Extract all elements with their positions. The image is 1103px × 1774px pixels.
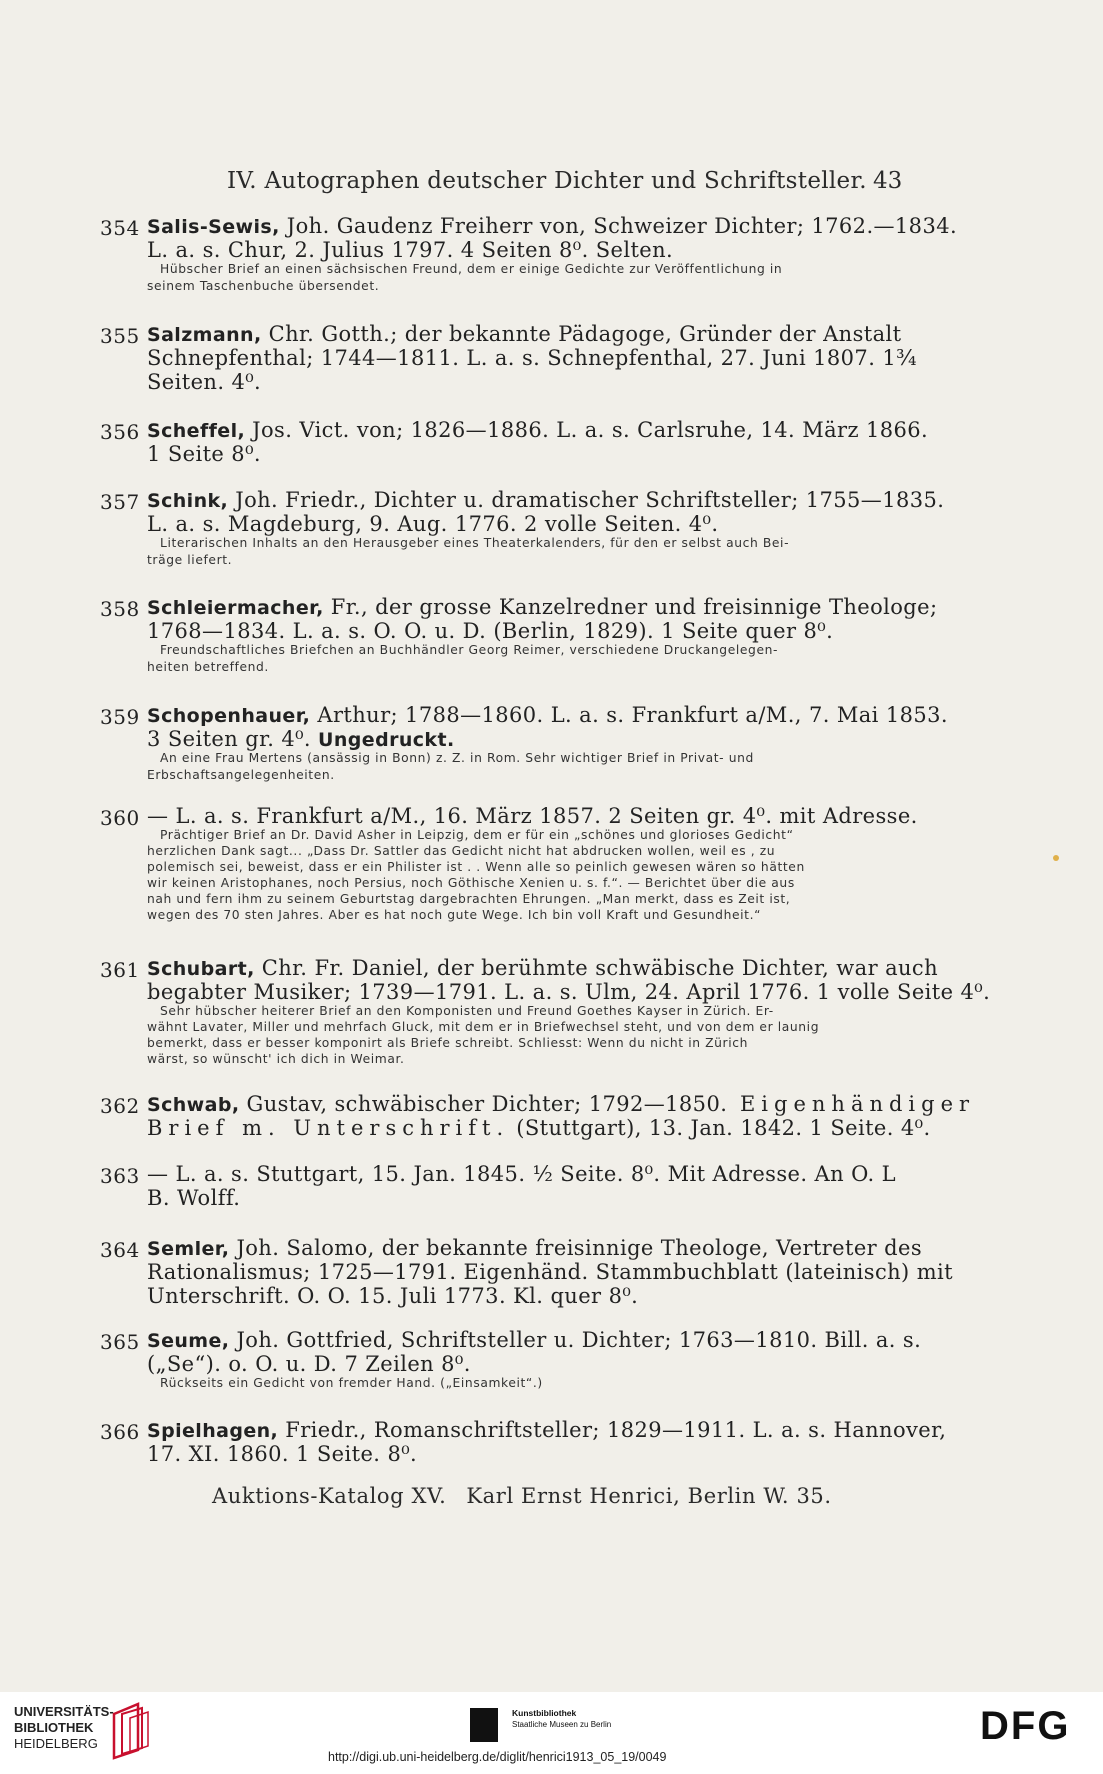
digitization-footer-bar [0, 1692, 1103, 1774]
entry-note: Freundschaftliches Briefchen an Buchhändler Georg Reimer, verschiedene Druckangelegen- [160, 643, 779, 657]
entry-line: 1 Seite 8⁰. [147, 442, 261, 466]
entry-note: Literarischen Inhalts an den Herausgeber eines Theaterkalenders, für den er selbst auch Bei- [160, 536, 790, 550]
catalog-title: Auktions-Katalog XV. [212, 1484, 447, 1508]
entry-line: Schnepfenthal; 1744—1811. L. a. s. Schnepfenthal, 27. Juni 1807. 1¾ [147, 346, 917, 370]
entry-number: 356 [100, 420, 140, 444]
entry-number: 354 [100, 216, 140, 240]
entry-number: 363 [100, 1164, 140, 1188]
ub-heidelberg-label: UNIVERSITÄTS- BIBLIOTHEK HEIDELBERG [14, 1704, 114, 1751]
entry-line: L. a. s. Chur, 2. Julius 1797. 4 Seiten 8⁰. Selten. [147, 238, 674, 262]
entry-line: Scheffel, Jos. Vict. von; 1826—1886. L. a. s. Carlsruhe, 14. März 1866. [147, 418, 929, 442]
entry-number: 364 [100, 1238, 140, 1262]
entry-number: 365 [100, 1330, 140, 1354]
entry-line: B. Wolff. [147, 1186, 241, 1210]
entry-line: Rationalismus; 1725—1791. Eigenhänd. Stammbuchblatt (lateinisch) mit [147, 1260, 953, 1284]
entry-line: Schwab, Gustav, schwäbischer Dichter; 1792—1850. Eigenhändiger [147, 1092, 976, 1116]
entry-number: 362 [100, 1094, 140, 1118]
entry-note: heiten betreffend. [147, 660, 269, 674]
kunstbibliothek-logo-icon [470, 1708, 498, 1742]
entry-note: seinem Taschenbuche übersendet. [147, 279, 380, 293]
entry-number: 358 [100, 597, 140, 621]
author-name: Spielhagen, [147, 1420, 279, 1442]
entry-number: 366 [100, 1420, 140, 1444]
entry-note: nah und fern ihm zu seinem Geburtstag dargebrachten Ehrungen. „Man merkt, dass es Zeit ist, [147, 892, 791, 906]
entry-note: wärst, so wünscht' ich dich in Weimar. [147, 1052, 405, 1066]
entry-line: Semler, Joh. Salomo, der bekannte freisinnige Theologe, Vertreter des [147, 1236, 923, 1260]
entry-note: Rückseits ein Gedicht von fremder Hand. („Einsamkeit“.) [160, 1376, 543, 1390]
entry-line: — L. a. s. Stuttgart, 15. Jan. 1845. ½ Seite. 8⁰. Mit Adresse. An O. L [147, 1162, 896, 1186]
entry-number: 355 [100, 324, 140, 348]
emphasis: Ungedruckt. [311, 729, 455, 751]
entry-note: polemisch sei, beweist, dass er ein Philister ist . . Wenn alle so peinlich gewesen wären so hätten [147, 860, 805, 874]
author-name: Seume, [147, 1330, 230, 1352]
entry-note: wir keinen Aristophanes, noch Persius, noch Göthische Xenien u. s. f.“. — Berichtet über die aus [147, 876, 795, 890]
entry-line: Schubart, Chr. Fr. Daniel, der berühmte schwäbische Dichter, war auch [147, 956, 939, 980]
entry-note: Erbschaftsangelegenheiten. [147, 768, 335, 782]
entry-line: 1768—1834. L. a. s. O. O. u. D. (Berlin, 1829). 1 Seite quer 8⁰. [147, 619, 834, 643]
entry-note: Hübscher Brief an einen sächsischen Freund, dem er einige Gedichte zur Veröffentlichung in [160, 262, 783, 276]
author-name: Schopenhauer, [147, 705, 311, 727]
author-name: Salis-Sewis, [147, 216, 280, 238]
entry-number: 357 [100, 490, 140, 514]
entry-number: 361 [100, 958, 140, 982]
kunstbibliothek-label: Kunstbibliothek Staatliche Museen zu Berlin [512, 1708, 612, 1729]
entry-line: Salzmann, Chr. Gotth.; der bekannte Pädagoge, Gründer der Anstalt [147, 322, 902, 346]
author-name: Schleiermacher, [147, 597, 324, 619]
publisher: Karl Ernst Henrici, Berlin W. 35. [466, 1484, 832, 1508]
author-name: Schink, [147, 490, 229, 512]
entry-line: Spielhagen, Friedr., Romanschriftsteller; 1829—1911. L. a. s. Hannover, [147, 1418, 947, 1442]
page-number: 43 [873, 168, 903, 194]
entry-line: Unterschrift. O. O. 15. Juli 1773. Kl. quer 8⁰. [147, 1284, 639, 1308]
page-footer [212, 1484, 852, 1508]
chapter-title: IV. Autographen deutscher Dichter und Schriftsteller. [227, 168, 867, 194]
dfg-logo: DFG [980, 1704, 1071, 1748]
entry-line: 3 Seiten gr. 4⁰. Ungedruckt. [147, 727, 455, 751]
page-header [0, 168, 1103, 208]
entry-note: träge liefert. [147, 553, 233, 567]
entry-note: wegen des 70 sten Jahres. Aber es hat noch gute Wege. Ich bin voll Kraft und Gesundheit.“ [147, 908, 762, 922]
entry-note: bemerkt, dass er besser komponirt als Briefe schreibt. Schliesst: Wenn du nicht in Zürich [147, 1036, 748, 1050]
entry-line: 17. XI. 1860. 1 Seite. 8⁰. [147, 1442, 418, 1466]
entry-line: begabter Musiker; 1739—1791. L. a. s. Ulm, 24. April 1776. 1 volle Seite 4⁰. [147, 980, 991, 1004]
entry-line: Seume, Joh. Gottfried, Schriftsteller u. Dichter; 1763—1810. Bill. a. s. [147, 1328, 922, 1352]
entry-note: herzlichen Dank sagt... „Dass Dr. Sattler das Gedicht nicht hat abdrucken wollen, weil es , zu [147, 844, 776, 858]
entry-line: („Se“). o. O. u. D. 7 Zeilen 8⁰. [147, 1352, 471, 1376]
entry-note: An eine Frau Mertens (ansässig in Bonn) z. Z. in Rom. Sehr wichtiger Brief in Privat- und [160, 751, 754, 765]
entry-line: — L. a. s. Frankfurt a/M., 16. März 1857. 2 Seiten gr. 4⁰. mit Adresse. [147, 804, 918, 828]
entry-line: Brief m. Unterschrift. (Stuttgart), 13. Jan. 1842. 1 Seite. 4⁰. [147, 1116, 931, 1140]
margin-mark [1053, 855, 1059, 861]
entry-note: Sehr hübscher heiterer Brief an den Komponisten und Freund Goethes Kayser in Zürich. Er- [160, 1004, 774, 1018]
entry-note: Prächtiger Brief an Dr. David Asher in Leipzig, dem er für ein „schönes und glorioses Gedicht“ [160, 828, 794, 842]
entry-line: Seiten. 4⁰. [147, 370, 262, 394]
author-name: Semler, [147, 1238, 230, 1260]
permalink-url[interactable]: http://digi.ub.uni-heidelberg.de/diglit/henrici1913_05_19/0049 [328, 1750, 667, 1764]
entry-line: Schleiermacher, Fr., der grosse Kanzelredner und freisinnige Theologe; [147, 595, 938, 619]
entry-number: 359 [100, 705, 140, 729]
author-name: Schubart, [147, 958, 255, 980]
entry-number: 360 [100, 806, 140, 830]
entry-line: Salis-Sewis, Joh. Gaudenz Freiherr von, Schweizer Dichter; 1762.—1834. [147, 214, 958, 238]
entry-line: Schink, Joh. Friedr., Dichter u. dramatischer Schriftsteller; 1755—1835. [147, 488, 945, 512]
entry-line: L. a. s. Magdeburg, 9. Aug. 1776. 2 volle Seiten. 4⁰. [147, 512, 719, 536]
author-name: Scheffel, [147, 420, 246, 442]
author-name: Schwab, [147, 1094, 240, 1116]
author-name: Salzmann, [147, 324, 262, 346]
entry-line: Schopenhauer, Arthur; 1788—1860. L. a. s. Frankfurt a/M., 7. Mai 1853. [147, 703, 948, 727]
entry-note: wähnt Lavater, Miller und mehrfach Gluck, mit dem er in Briefwechsel steht, und von dem er launig [147, 1020, 820, 1034]
ub-heidelberg-logo-icon [108, 1700, 154, 1760]
